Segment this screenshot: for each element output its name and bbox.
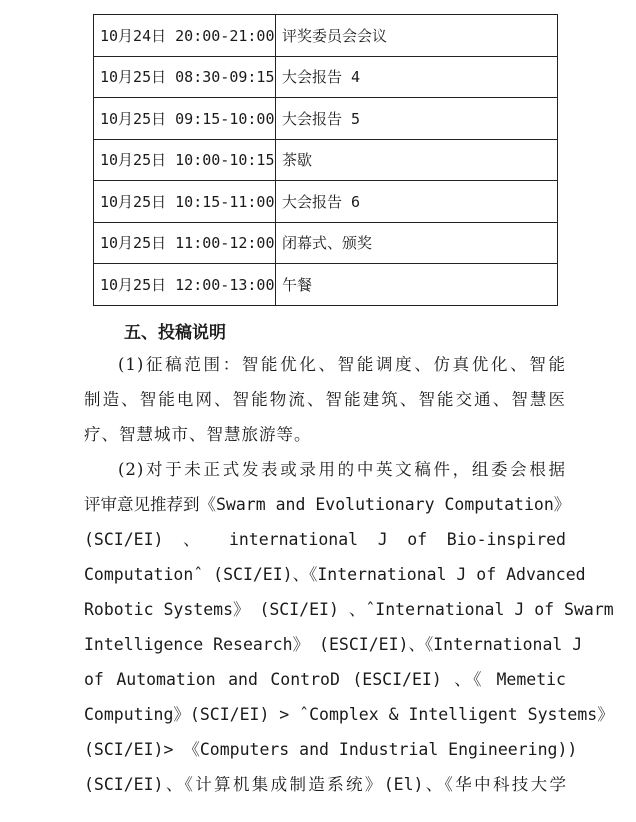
paragraph-line: Intelligence Research》 (ESCI/EI)、《International J — [84, 635, 583, 654]
paragraph-line: (SCI/EI)、《计算机集成制造系统》(El)、《华中科技大学 — [84, 775, 566, 794]
paragraph-line: Computationˆ (SCI/EI)、《International J of Advanced — [84, 565, 586, 584]
section-heading: 五、投稿说明 — [124, 323, 226, 343]
schedule-event: 大会报告 4 — [276, 56, 558, 98]
schedule-event: 大会报告 6 — [276, 181, 558, 223]
paragraph-line: 制造、智能电网、智能物流、智能建筑、智能交通、智慧医 — [84, 390, 566, 409]
table-row — [94, 222, 558, 264]
paragraph-line: (2)对于未正式发表或录用的中英文稿件，组委会根据 — [118, 460, 566, 479]
table-row — [94, 264, 558, 306]
paragraph-line: (1)征稿范围：智能优化、智能调度、仿真优化、智能 — [118, 355, 566, 374]
submission-scope-paragraph — [84, 347, 566, 452]
paragraph-line: of Automation and ControD (ESCI/EI) 、《 Memetic — [84, 670, 566, 689]
schedule-time: 10月25日 09:15-10:00 — [94, 98, 276, 140]
schedule-time: 10月25日 10:00-10:15 — [94, 139, 276, 181]
schedule-event: 大会报告 5 — [276, 98, 558, 140]
schedule-event: 午餐 — [276, 264, 558, 306]
paragraph-line: (SCI/EI) 、 international J of Bio-inspired — [84, 530, 566, 549]
journal-recommendation-paragraph — [84, 452, 614, 802]
schedule-table — [93, 14, 558, 306]
schedule-event: 评奖委员会会议 — [276, 15, 558, 57]
table-row — [94, 56, 558, 98]
schedule-event: 茶歇 — [276, 139, 558, 181]
schedule-event: 闭幕式、颁奖 — [276, 222, 558, 264]
table-row — [94, 15, 558, 57]
schedule-time: 10月25日 08:30-09:15 — [94, 56, 276, 98]
table-row — [94, 98, 558, 140]
schedule-time: 10月25日 11:00-12:00 — [94, 222, 276, 264]
paragraph-line: (SCI/EI)> 《Computers and Industrial Engineering)) — [84, 740, 578, 759]
schedule-time: 10月25日 12:00-13:00 — [94, 264, 276, 306]
schedule-time: 10月24日 20:00-21:00 — [94, 15, 276, 57]
schedule-time: 10月25日 10:15-11:00 — [94, 181, 276, 223]
paragraph-line: 疗、智慧城市、智慧旅游等。 — [84, 425, 312, 444]
paragraph-line: 评审意见推荐到《Swarm and Evolutionary Computation》 — [84, 495, 571, 514]
paragraph-line: Robotic Systems》 (SCI/EI) 、ˆInternational J of Swarm — [84, 600, 614, 619]
paragraph-line: Computing》(SCI/EI) > ˆComplex & Intelligent Systems》 — [84, 705, 614, 724]
table-row — [94, 181, 558, 223]
table-row — [94, 139, 558, 181]
